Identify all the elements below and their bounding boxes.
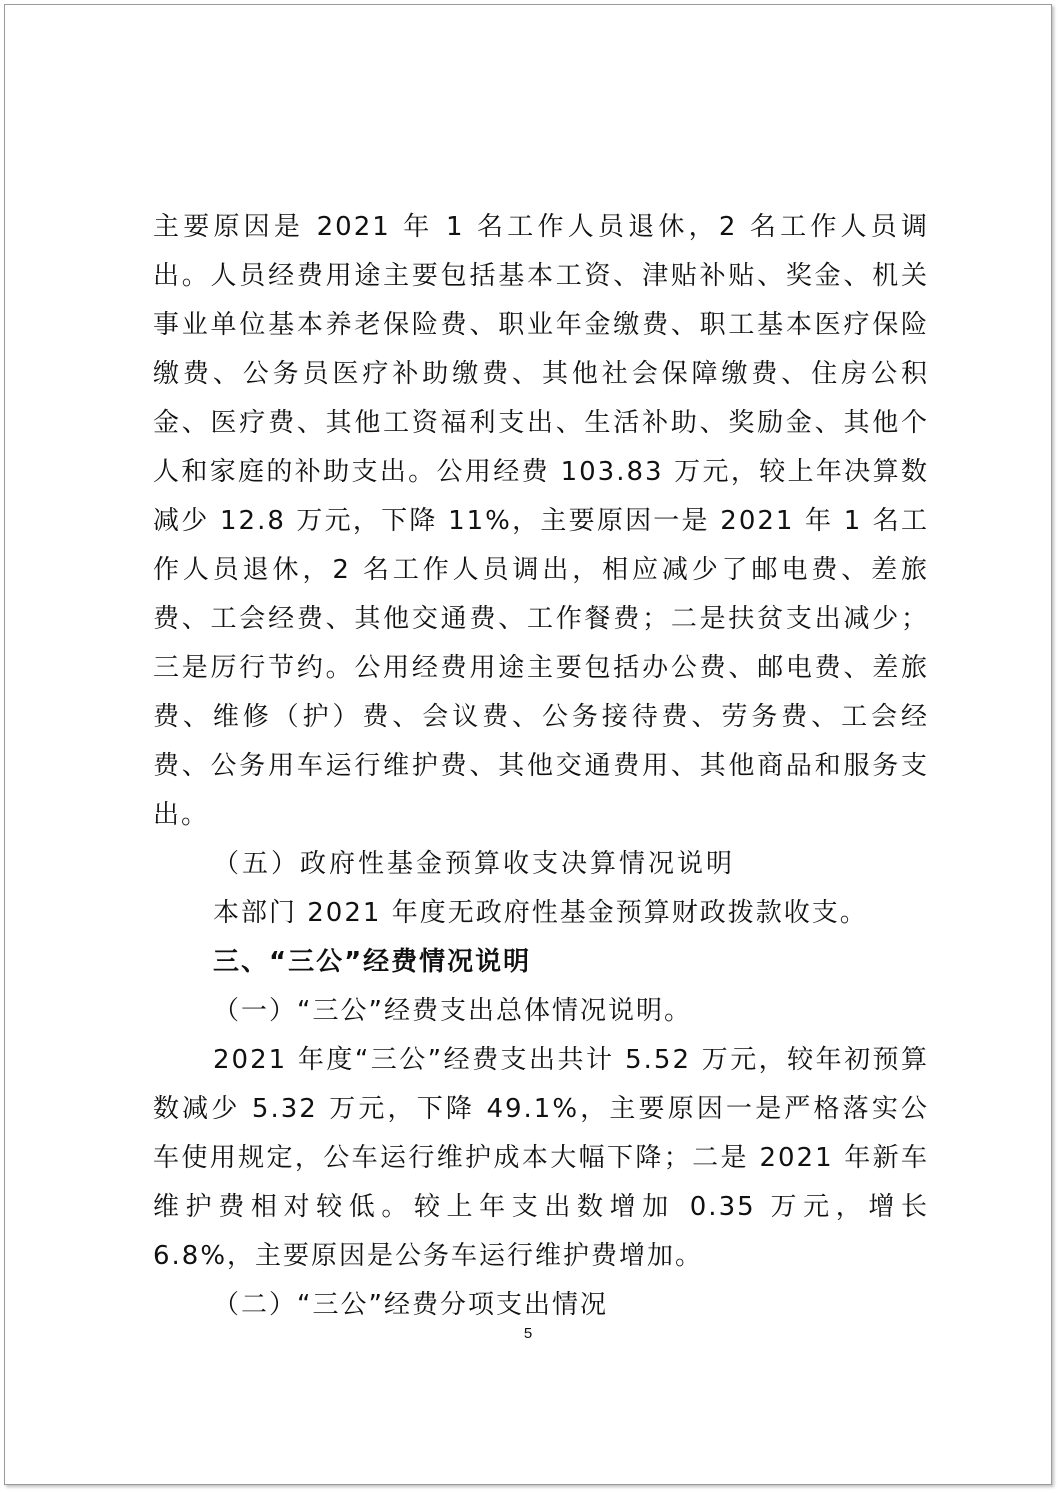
subsection-heading-itemized: （二）“三公”经费分项支出情况 [213,1290,608,1320]
document-page [4,4,1052,1485]
section-heading-government-fund: （五）政府性基金预算收支决算情况说明 [213,849,736,879]
section-heading-three-public: 三、“三公”经费情况说明 [213,947,532,977]
subsection-heading-overall: （一）“三公”经费支出总体情况说明。 [213,996,692,1026]
document-body [153,203,929,1330]
paragraph-government-fund: 本部门 2021 年度无政府性基金预算财政拨款收支。 [213,898,868,928]
paragraph-personnel-and-public-expenses: 主要原因是 2021 年 1 名工作人员退休，2 名工作人员调出。人员经费用途主要包括基本工资、津贴补贴、奖金、机关事业单位基本养老保险费、职业年金缴费、职工基本医疗保险缴费、公务员医疗补助缴费、其他社会保障缴费、住房公积金、医疗费、其他工资福利支出、生活补助、奖励金、其他个人和家庭的补助支出。公用经费 103.83 万元，较上年决算数减少 12.8 万元，下降 11%，主要原因一是 2021 年 1 名工作人员退休，2 名工作人员调出，相应减少了邮电费、差旅费、工会经费、其他交通费、工作餐费；二是扶贫支出减少；三是厉行节约。公用经费用途主要包括办公费、邮电费、差旅费、维修（护）费、会议费、公务接待费、劳务费、工会经费、公务用车运行维护费、其他交通费用、其他商品和服务支出。 [153,212,929,830]
page-number: 5 [523,1325,533,1342]
paragraph-three-public-overall: 2021 年度“三公”经费支出共计 5.52 万元，较年初预算数减少 5.32 万元，下降 49.1%，主要原因一是严格落实公车使用规定，公车运行维护成本大幅下降；二是 2021 年新车维护费相对较低。较上年支出数增加 0.35 万元，增长 6.8%，主要原因是公务车运行维护费增加。 [153,1045,929,1271]
